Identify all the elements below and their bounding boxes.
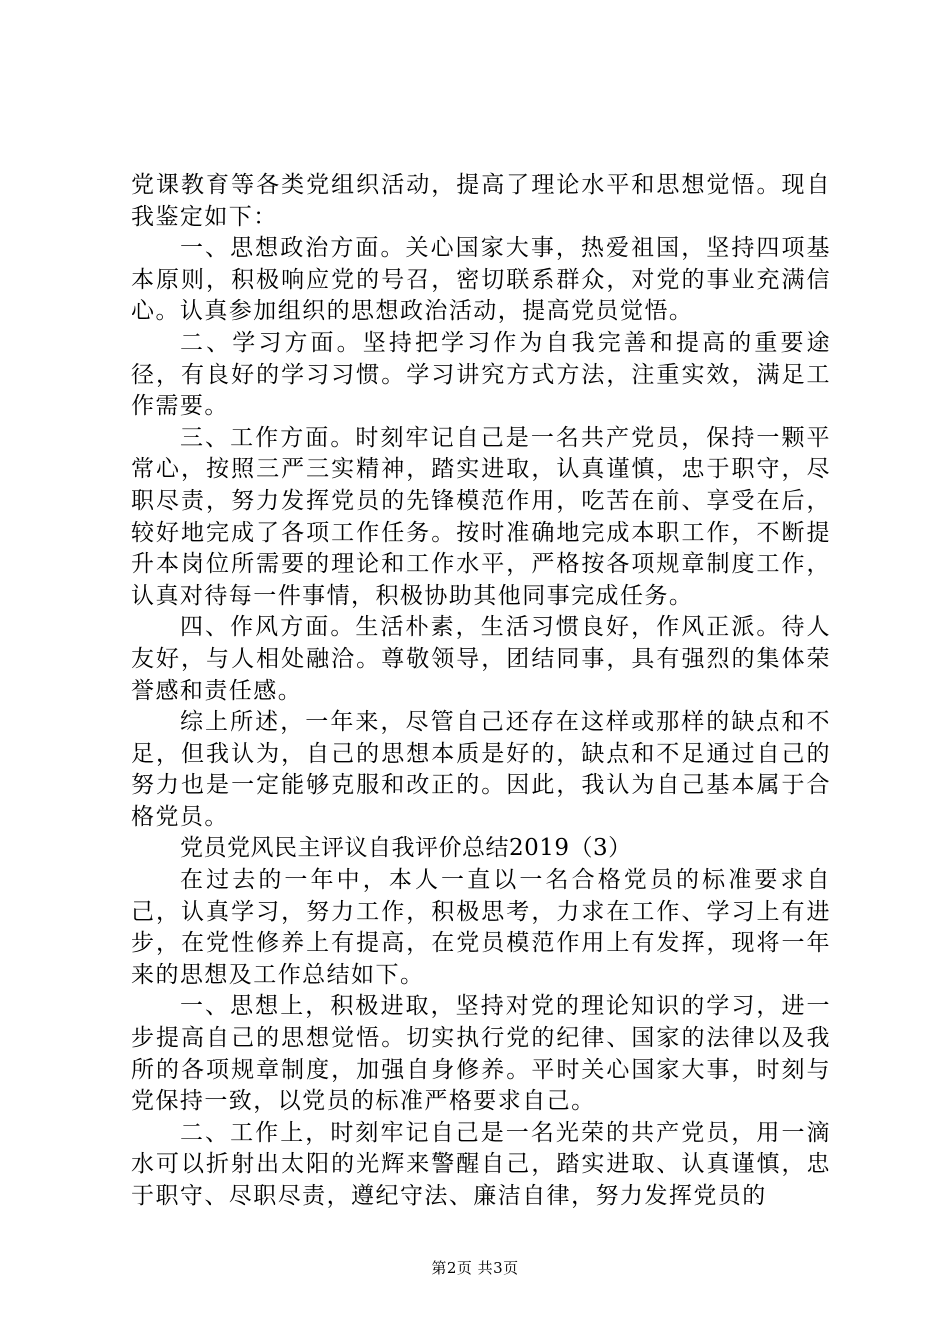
paragraph-summary: 综上所述，一年来，尽管自己还存在这样或那样的缺点和不足，但我认为，自己的思想本质是好的，缺点和不足通过自己的努力也是一定能够克服和改正的。因此，我认为自己基本属于合格党员。 (131, 709, 831, 830)
section-title: 党员党风民主评议自我评价总结2019（3） (180, 835, 632, 862)
paragraph-ideology-politics: 一、思想政治方面。关心国家大事，热爱祖国，坚持四项基本原则，积极响应党的号召，密切联系群众，对党的事业充满信心。认真参加组织的思想政治活动，提高党员觉悟。 (131, 235, 831, 325)
document-body (131, 170, 831, 1213)
paragraph-thought: 一、思想上，积极进取，坚持对党的理论知识的学习，进一步提高自己的思想觉悟。切实执行党的纪律、国家的法律以及我所的各项规章制度，加强自身修养。平时关心国家大事，时刻与党保持一致，以党员的标准严格要求自己。 (131, 993, 831, 1115)
paragraph-style: 四、作风方面。生活朴素，生活习惯良好，作风正派。待人友好，与人相处融洽。尊敬领导，团结同事，具有强烈的集体荣誉感和责任感。 (131, 614, 831, 704)
page-number-footer: 第2页 共3页 (431, 1259, 519, 1277)
paragraph-intro: 在过去的一年中，本人一直以一名合格党员的标准要求自己，认真学习，努力工作，积极思考，力求在工作、学习上有进步，在党性修养上有提高，在党员模范作用上有发挥，现将一年来的思想及工作总结如下。 (131, 867, 831, 988)
paragraph-work: 三、工作方面。时刻牢记自己是一名共产党员，保持一颗平常心，按照三严三实精神，踏实进取，认真谨慎，忠于职守，尽职尽责，努力发挥党员的先锋模范作用，吃苦在前、享受在后，较好地完成了各项工作任务。按时准确地完成本职工作，不断提升本岗位所需要的理论和工作水平，严格按各项规章制度工作，认真对待每一件事情，积极协助其他同事完成任务。 (131, 424, 831, 609)
paragraph-continuation: 党课教育等各类党组织活动，提高了理论水平和思想觉悟。现自我鉴定如下： (131, 172, 831, 230)
paragraph-work-2: 二、工作上，时刻牢记自己是一名光荣的共产党员，用一滴水可以折射出太阳的光辉来警醒自己，踏实进取、认真谨慎，忠于职守、尽职尽责，遵纪守法、廉洁自律，努力发挥党员的 (131, 1119, 831, 1209)
paragraph-study: 二、学习方面。坚持把学习作为自我完善和提高的重要途径，有良好的学习习惯。学习讲究方式方法，注重实效，满足工作需要。 (131, 329, 831, 420)
